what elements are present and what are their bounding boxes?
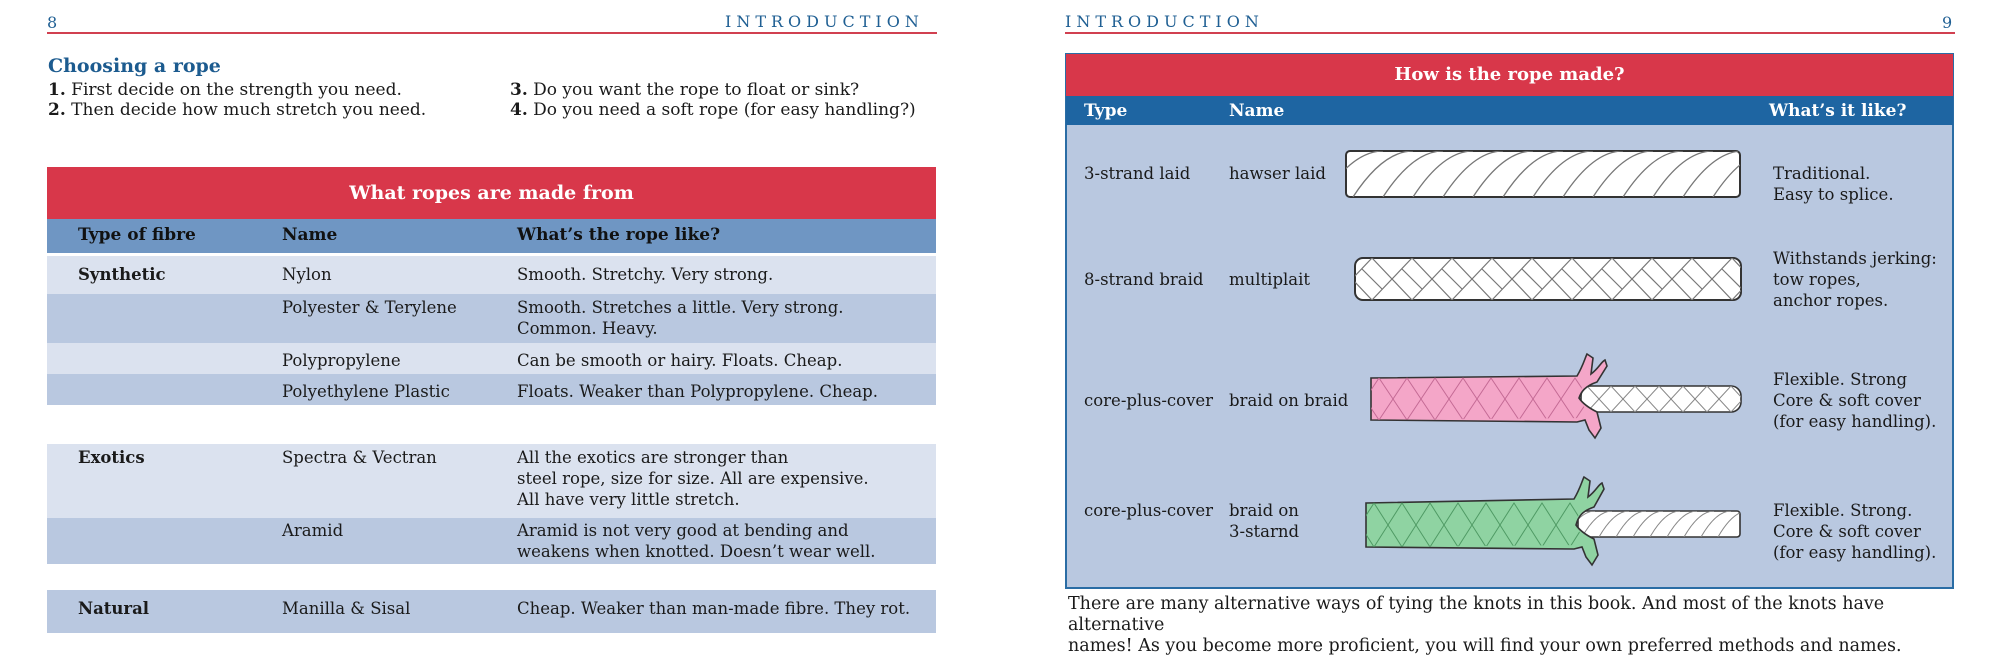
construction-type: core-plus-cover xyxy=(1084,501,1214,520)
choosing-item: 3. Do you want the rope to float or sink? xyxy=(510,80,860,100)
choosing-item: 4. Do you need a soft rope (for easy handling?) xyxy=(510,100,916,120)
running-head: INTRODUCTION xyxy=(1065,12,1264,31)
column-header: Name xyxy=(1229,101,1285,121)
eight-strand-braid-icon xyxy=(1352,255,1744,305)
braid-on-braid-icon xyxy=(1365,352,1745,444)
running-head: INTRODUCTION xyxy=(725,12,924,31)
construction-table-title: How is the rope made? xyxy=(1066,54,1953,96)
three-strand-rope-icon xyxy=(1343,147,1743,203)
rope-name: Polypropylene xyxy=(282,351,401,370)
rope-description: Cheap. Weaker than man-made fibre. They rot. xyxy=(517,599,911,618)
rope-name: Aramid xyxy=(282,521,344,540)
rope-name: Manilla & Sisal xyxy=(282,599,411,618)
rope-name: Polyester & Terylene xyxy=(282,298,457,317)
page-number: 9 xyxy=(1942,13,1953,32)
rope-description: Can be smooth or hairy. Floats. Cheap. xyxy=(517,351,843,370)
choosing-item: 1. First decide on the strength you need. xyxy=(48,80,402,100)
column-header: Type of fibre xyxy=(78,225,196,245)
braid-on-three-strand-icon xyxy=(1360,475,1745,571)
footer-paragraph: There are many alternative ways of tying the knots in this book. And most of the knots have alternative names! As you become more proficient, you will find your own preferred methods and names. xyxy=(1068,594,1902,656)
construction-type: 8-strand braid xyxy=(1084,270,1204,289)
rope-description: Smooth. Stretchy. Very strong. xyxy=(517,265,774,284)
construction-name: multiplait xyxy=(1229,270,1311,289)
choosing-heading: Choosing a rope xyxy=(48,55,221,77)
construction-type: core-plus-cover xyxy=(1084,391,1214,410)
construction-description: Withstands jerking: tow ropes, anchor ropes. xyxy=(1773,249,1937,310)
materials-table-title: What ropes are made from xyxy=(47,167,936,219)
header-rule xyxy=(1065,32,1955,34)
table-row xyxy=(47,256,936,294)
header-rule xyxy=(47,32,937,34)
page-number: 8 xyxy=(47,13,58,32)
rope-name: Spectra & Vectran xyxy=(282,448,437,467)
rope-name: Polyethylene Plastic xyxy=(282,382,450,401)
construction-description: Flexible. Strong Core & soft cover (for easy handling). xyxy=(1773,370,1937,431)
rope-description: Floats. Weaker than Polypropylene. Cheap. xyxy=(517,382,878,401)
construction-name: braid on braid xyxy=(1229,391,1349,410)
choosing-item: 2. Then decide how much stretch you need. xyxy=(48,100,427,120)
construction-description: Traditional. Easy to splice. xyxy=(1773,164,1894,204)
construction-name: braid on 3-starnd xyxy=(1229,501,1300,541)
construction-type: 3-strand laid xyxy=(1084,164,1191,183)
column-header: What’s it like? xyxy=(1769,101,1907,121)
rope-description: All the exotics are stronger than steel rope, size for size. All are expensive. All have very little stretch. xyxy=(517,448,869,509)
construction-name: hawser laid xyxy=(1229,164,1326,183)
column-header: Name xyxy=(282,225,338,245)
rope-description: Aramid is not very good at bending and weakens when knotted. Doesn’t wear well. xyxy=(517,521,876,561)
fibre-type: Synthetic xyxy=(78,265,166,284)
column-header: What’s the rope like? xyxy=(517,225,721,245)
rope-name: Nylon xyxy=(282,265,332,284)
construction-description: Flexible. Strong. Core & soft cover (for easy handling). xyxy=(1773,501,1937,562)
column-header: Type xyxy=(1084,101,1128,121)
fibre-type: Natural xyxy=(78,599,150,618)
fibre-type: Exotics xyxy=(78,448,145,467)
rope-description: Smooth. Stretches a little. Very strong. Common. Heavy. xyxy=(517,298,844,338)
